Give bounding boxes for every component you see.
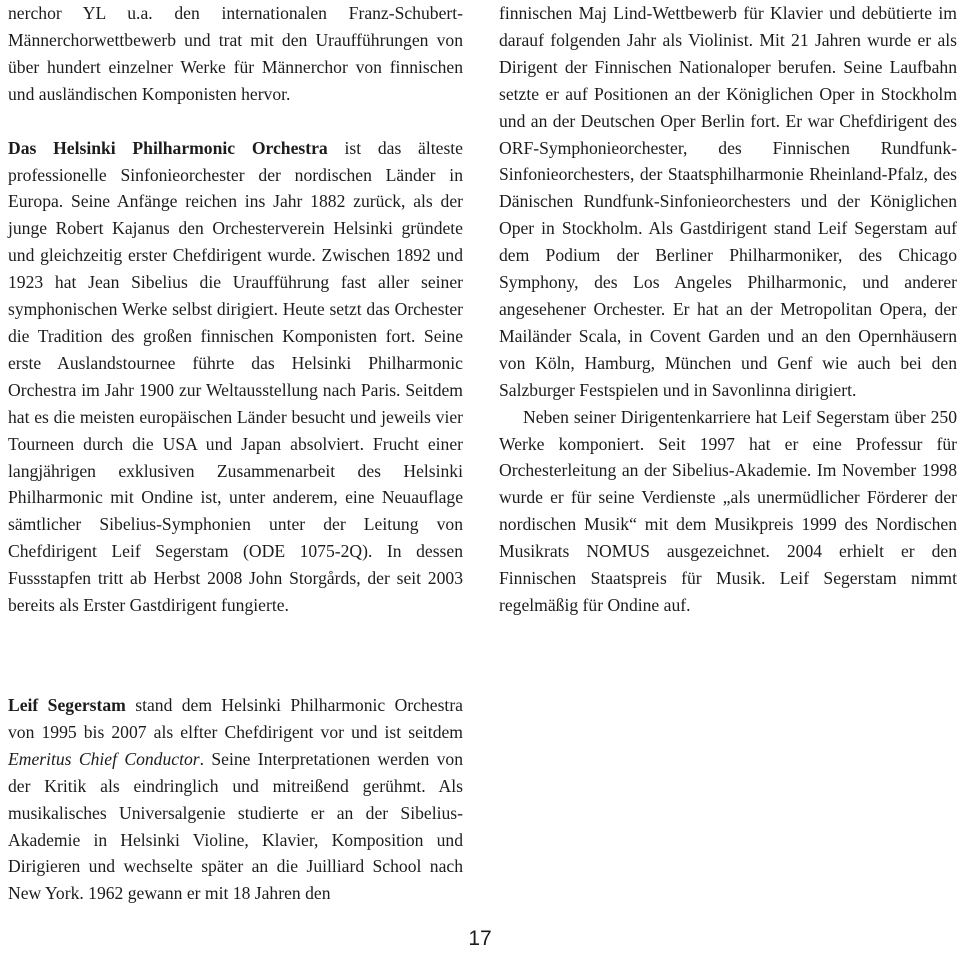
paragraph-career: finnischen Maj Lind-Wettbewerb für Klavier und debütierte im darauf folgenden Jahr als Violinist. Mit 21 Jahren wurde er als Dirigent der Finnischen Nationaloper berufen. Seine Laufbahn setzte er auf Positionen an der Königlichen Oper in Stockholm und an der Deutschen Oper Berlin fort. Er war Chefdirigent des ORF-Symphonieorchester, des Finnischen Rundfunk-Sinfonieorchesters, der Staatsphilharmonie Rheinland-Pfalz, des Dänischen Rundfunk-Sinfonieorchesters und der Königlichen Oper in Stockholm. Als Gastdirigent stand Leif Segerstam auf dem Podium der Berliner Philharmoniker, des Chicago Symphony, des Los Angeles Philharmonic, und anderer angesehener Orchester. Er hat an der Metropolitan Opera, der Mailänder Scala, in Covent Garden und an den Opernhäusern von Köln, Hamburg, München und Genf wie auch bei den Salzburger Festspielen und in Savonlinna dirigiert. <box>499 3 957 400</box>
left-column-top <box>8 0 463 619</box>
orchestra-name: Das Helsinki Philharmonic Orchestra <box>8 137 328 158</box>
paragraph-composer: Neben seiner Dirigentenkarriere hat Leif Segerstam über 250 Werke komponiert. Seit 1997 hat er eine Professur für Orchesterleitung an der Sibelius-Akademie. Im November 1998 wurde er für seine Verdienste „als unermüdlicher Förderer der nordischen Musik“ mit dem Musikpreis 1999 des Nordischen Musikrats NOMUS ausgezeichnet. 2004 erhielt er den Finnischen Staatspreis für Musik. Leif Segerstam nimmt regelmäßig für Ondine auf. <box>499 406 957 615</box>
right-column <box>499 0 957 619</box>
segerstam-text-b: . Seine Interpretationen werden von der Kritik als eindringlich und mitreißend gerühmt. Als musikalisches Universalgenie studierte er an der Sibelius-Akademie in Helsinki Violine, Klavier, Komposition und Dirigieren und wechselte später an die Juilliard School nach New York. 1962 gewann er mit 18 Jahren den <box>8 748 463 904</box>
paragraph-gap <box>8 108 463 135</box>
segerstam-title: Emeritus Chief Conductor <box>8 748 200 769</box>
orchestra-text: ist das älteste professionelle Sinfonieorchester der nordischen Länder in Europa. Seine Anfänge reichen ins Jahr 1882 zurück, als der junge Robert Kajanus den Orchesterverein Helsinki gründete und gleichzeitig erster Chefdirigent wurde. Zwischen 1892 und 1923 hat Jean Sibelius die Uraufführung fast aller seiner symphonischen Werke selbst dirigiert. Heute setzt das Orchester die Tradition des großen finnischen Komponisten fort. Seine erste Auslandstournee führte das Helsinki Philharmonic Orchestra im Jahr 1900 zur Weltausstellung nach Paris. Seitdem hat es die meisten europäischen Länder besucht und jeweils vier Tourneen durch die USA und Japan absolviert. Frucht einer langjährigen exklusiven Zusammenarbeit des Helsinki Philharmonic mit Ondine ist, unter anderem, eine Neuauflage sämtlicher Sibelius-Symphonien unter der Leitung von Chefdirigent Leif Segerstam (ODE 1075-2Q). In dessen Fussstapfen tritt ab Herbst 2008 John Storgårds, der seit 2003 bereits als Erster Gastdirigent fungierte. <box>8 137 463 616</box>
paragraph-orchestra <box>8 135 463 619</box>
conductor-name: Leif Segerstam <box>8 695 126 715</box>
segerstam-text-a: stand dem Helsinki Philharmonic Orchestra von 1995 bis 2007 als elfter Chefdirigent vor und ist seitdem <box>8 695 463 742</box>
left-column-bottom <box>8 692 463 907</box>
page-number: 17 <box>468 927 492 950</box>
paragraph-choir: nerchor YL u.a. den internationalen Franz-Schubert-Männerchorwettbewerb und trat mit den Uraufführungen von über hundert einzelner Werke für Männerchor von finnischen und ausländischen Komponisten hervor. <box>8 3 463 104</box>
paragraph-segerstam <box>8 692 463 907</box>
